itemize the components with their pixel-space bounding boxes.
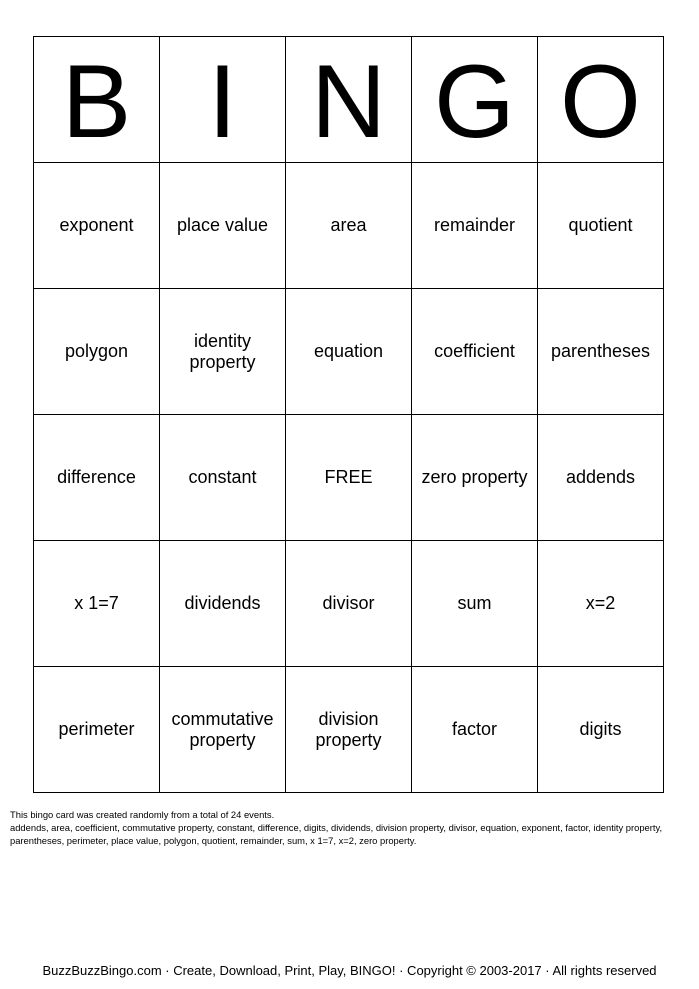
card-cell xyxy=(538,415,664,541)
card-cell xyxy=(286,541,412,667)
cell-text: exponent xyxy=(59,215,134,235)
card-row xyxy=(34,163,664,289)
cell-text: quotient xyxy=(568,215,633,235)
cell-text: area xyxy=(330,215,367,235)
card-cell xyxy=(160,289,286,415)
card-cell xyxy=(538,541,664,667)
card-cell xyxy=(538,667,664,793)
cell-text: zero property xyxy=(421,467,528,487)
cell-text: parentheses xyxy=(550,341,651,361)
cell-text: digits xyxy=(579,719,622,739)
card-cell xyxy=(412,667,538,793)
cell-text: identity property xyxy=(189,330,256,372)
card-cell xyxy=(160,415,286,541)
header-letter-b: B xyxy=(34,37,160,163)
card-cell xyxy=(412,415,538,541)
cell-text: dividends xyxy=(184,593,261,613)
cell-text: x=2 xyxy=(585,593,616,613)
card-cell xyxy=(160,163,286,289)
card-cell xyxy=(412,289,538,415)
header-row xyxy=(34,37,664,163)
cell-text: remainder xyxy=(433,215,516,235)
cell-text: sum xyxy=(457,593,492,613)
cell-text: factor xyxy=(451,719,498,739)
footer: BuzzBuzzBingo.com · Create, Download, Print, Play, BINGO! · Copyright © 2003-2017 · All rights reserved xyxy=(42,963,657,978)
header-letter-n: N xyxy=(286,37,412,163)
header-letter-o: O xyxy=(538,37,664,163)
header-letter-g: G xyxy=(412,37,538,163)
cell-text: polygon xyxy=(64,341,129,361)
header-letter-i: I xyxy=(160,37,286,163)
card-row xyxy=(34,667,664,793)
cell-text: commutative property xyxy=(171,708,274,750)
card-cell xyxy=(538,163,664,289)
card-cell xyxy=(286,667,412,793)
free-space-text: FREE xyxy=(324,467,373,487)
card-cell xyxy=(286,163,412,289)
card-row xyxy=(34,541,664,667)
card-row xyxy=(34,415,664,541)
cell-text: place value xyxy=(176,215,269,235)
created-note: This bingo card was created randomly from a total of 24 events. xyxy=(10,809,275,820)
cell-text: difference xyxy=(57,467,136,487)
card-cell xyxy=(34,541,160,667)
cell-text: x 1=7 xyxy=(74,593,119,613)
card-notes xyxy=(10,808,695,847)
card-cell xyxy=(160,541,286,667)
card-cell xyxy=(412,541,538,667)
card-cell xyxy=(34,415,160,541)
card-row xyxy=(34,289,664,415)
cell-text: constant xyxy=(188,467,257,487)
cell-text: equation xyxy=(313,341,384,361)
card-cell xyxy=(286,289,412,415)
cell-text: divisor xyxy=(322,593,375,613)
cell-text: coefficient xyxy=(434,341,515,361)
card-cell xyxy=(34,289,160,415)
card-cell xyxy=(34,163,160,289)
bingo-card xyxy=(33,36,664,793)
events-list: addends, area, coefficient, commutative property, constant, difference, digits, dividends, division property, divisor, equation, exponent, factor, identity property, parentheses, perimeter, place value, polygon, quotient, remainder, sum, x 1=7, x=2, zero property. xyxy=(10,822,663,846)
free-space-cell xyxy=(286,415,412,541)
card-cell xyxy=(34,667,160,793)
card-cell xyxy=(538,289,664,415)
card-cell xyxy=(160,667,286,793)
cell-text: addends xyxy=(565,467,636,487)
cell-text: perimeter xyxy=(58,719,135,739)
card-cell xyxy=(412,163,538,289)
cell-text: division property xyxy=(315,708,382,750)
